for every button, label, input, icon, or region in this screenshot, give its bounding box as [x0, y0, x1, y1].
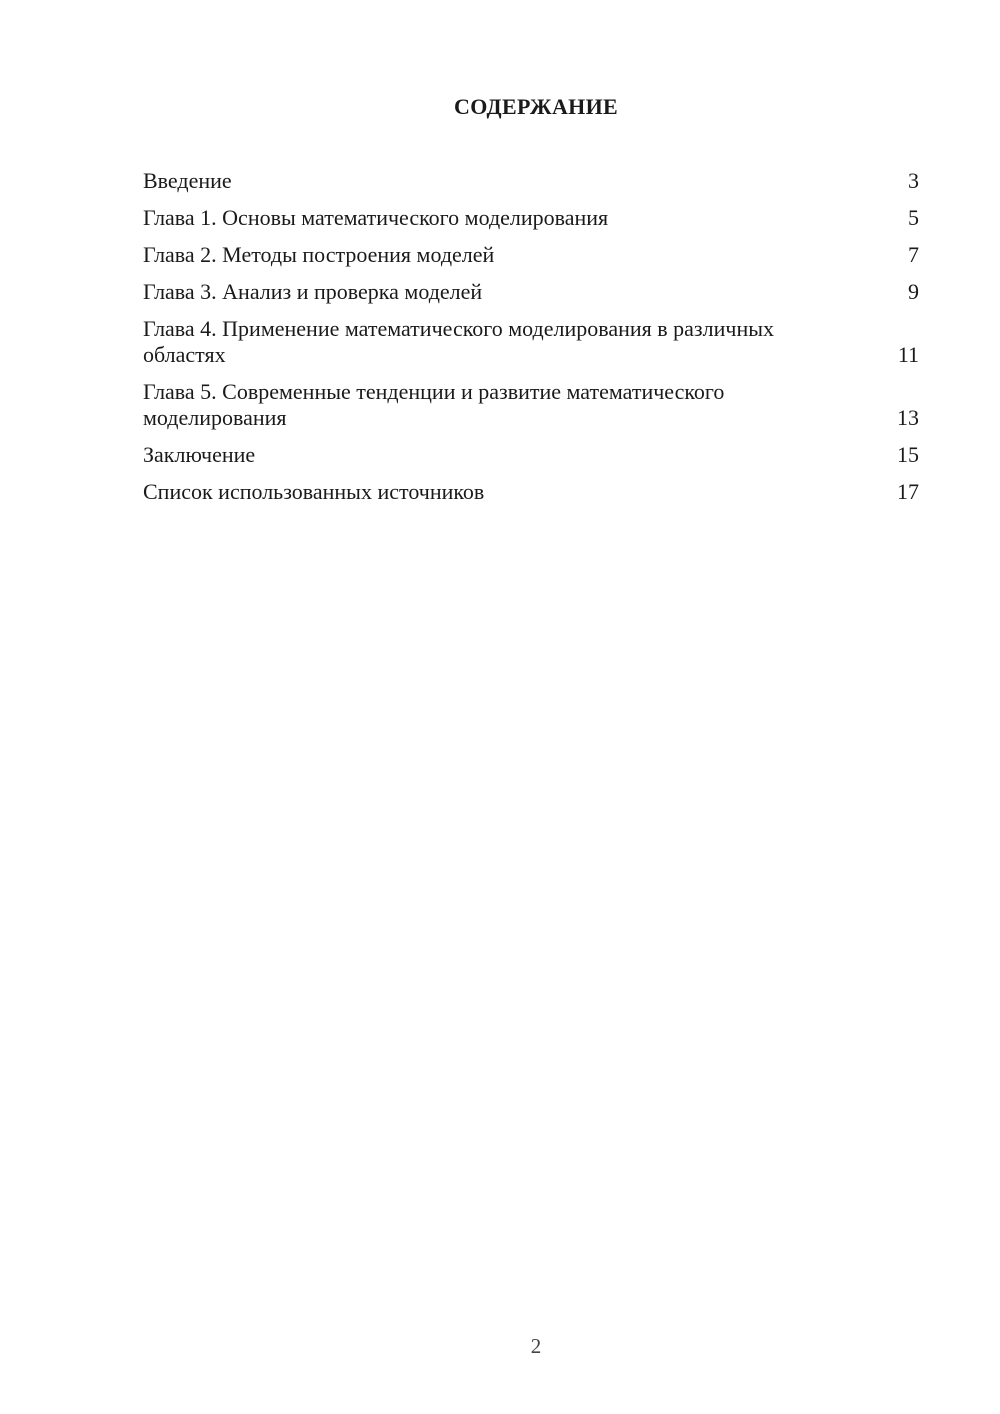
toc-entry-page: 7	[908, 242, 919, 267]
toc-entry-label: Введение	[143, 168, 232, 193]
toc-entry-chapter-3[interactable]	[143, 279, 919, 305]
toc-entry-conclusion[interactable]	[143, 442, 919, 468]
toc-entry-page: 11	[897, 342, 919, 367]
toc-entry-label: Заключение	[143, 442, 256, 467]
toc-entry-page: 15	[897, 442, 919, 467]
toc-entry-page: 5	[908, 205, 919, 230]
toc-entry-page: 17	[897, 479, 919, 504]
page-title: СОДЕРЖАНИЕ	[454, 94, 618, 119]
toc-entry-label: Глава 5. Современные тенденции и развитие математического моделирования	[143, 379, 725, 430]
toc-entry-page: 13	[897, 405, 919, 430]
toc-entry-introduction[interactable]	[143, 168, 919, 194]
toc-entry-chapter-4[interactable]	[143, 316, 919, 368]
toc-entry-label: Глава 2. Методы построения моделей	[143, 242, 495, 267]
toc-entry-chapter-5[interactable]	[143, 379, 919, 431]
toc-entry-label: Глава 3. Анализ и проверка моделей	[143, 279, 483, 304]
toc-entry-label: Список использованных источников	[143, 479, 485, 504]
toc-entry-label: Глава 4. Применение математического моделирования в различных областях	[143, 316, 774, 367]
toc-entry-page: 3	[908, 168, 919, 193]
toc-entry-chapter-1[interactable]	[143, 205, 919, 231]
toc-entry-references[interactable]	[143, 479, 919, 505]
toc-entry-page: 9	[908, 279, 919, 304]
table-of-contents	[143, 168, 919, 516]
toc-entry-chapter-2[interactable]	[143, 242, 919, 268]
page-number: 2	[530, 1334, 542, 1358]
toc-entry-label: Глава 1. Основы математического моделирования	[143, 205, 609, 230]
